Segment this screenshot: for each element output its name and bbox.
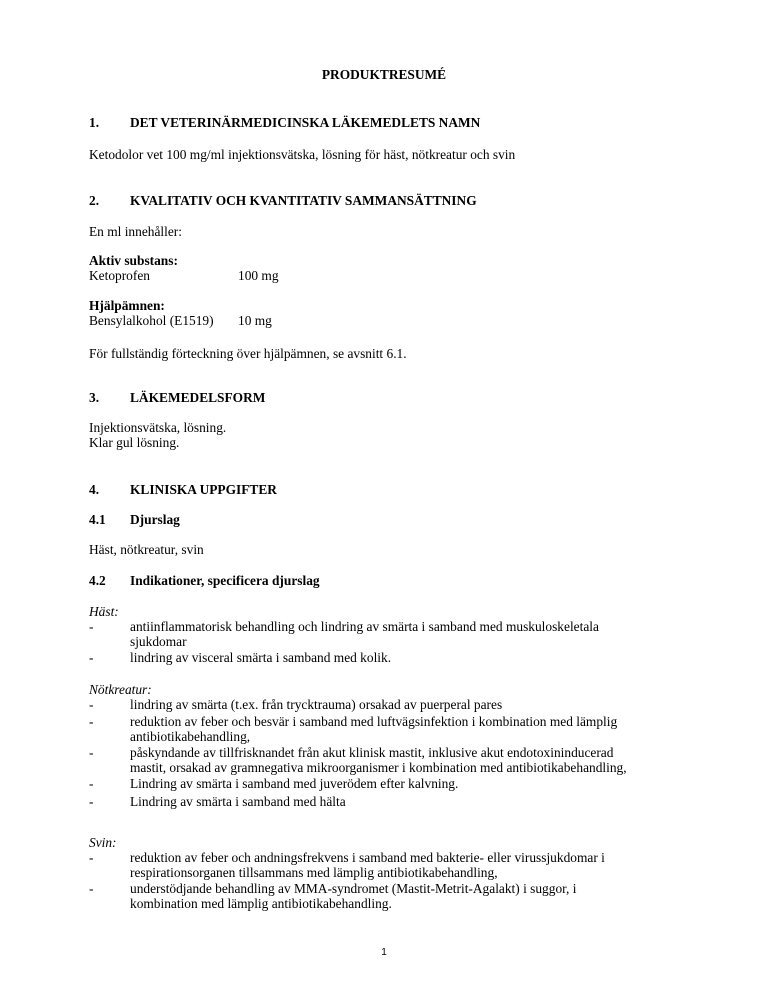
active-substance-name: Ketoprofen bbox=[89, 268, 150, 283]
list-dash: - bbox=[89, 794, 94, 809]
list-dash: - bbox=[89, 650, 94, 665]
target-species-text: Häst, nötkreatur, svin bbox=[89, 542, 204, 557]
list-item: påskyndande av tillfrisknandet från akut klinisk mastit, inklusive akut endotoxininducerad bbox=[130, 745, 614, 760]
section-4-1-number: 4.1 bbox=[89, 512, 106, 527]
list-item-continuation: respirationsorganen tillsammans med lämplig antibiotikabehandling, bbox=[130, 865, 498, 880]
list-dash: - bbox=[89, 881, 94, 896]
list-item: lindring av visceral smärta i samband med kolik. bbox=[130, 650, 392, 665]
list-dash: - bbox=[89, 714, 94, 729]
active-substance-label: Aktiv substans: bbox=[89, 253, 178, 268]
excipient-note: För fullständig förteckning över hjälpämnen, se avsnitt 6.1. bbox=[89, 346, 407, 361]
list-item: Lindring av smärta i samband med juverödem efter kalvning. bbox=[130, 776, 459, 791]
pharmaceutical-form-line-2: Klar gul lösning. bbox=[89, 435, 180, 450]
cattle-label: Nötkreatur: bbox=[89, 682, 152, 697]
list-item-continuation: mastit, orsakad av gramnegativa mikroorganismer i kombination med antibiotikabehandling, bbox=[130, 760, 627, 775]
list-item: lindring av smärta (t.ex. från trycktrauma) orsakad av puerperal pares bbox=[130, 697, 503, 712]
composition-intro: En ml innehåller: bbox=[89, 224, 182, 239]
horse-label: Häst: bbox=[89, 604, 119, 619]
list-item: understödjande behandling av MMA-syndromet (Mastit-Metrit-Agalakt) i suggor, i bbox=[130, 881, 577, 896]
section-4-number: 4. bbox=[89, 482, 100, 497]
section-4-2-number: 4.2 bbox=[89, 573, 106, 588]
list-item-continuation: antibiotikabehandling, bbox=[130, 729, 251, 744]
list-item-continuation: sjukdomar bbox=[130, 634, 187, 649]
list-dash: - bbox=[89, 776, 94, 791]
list-dash: - bbox=[89, 745, 94, 760]
excipient-name: Bensylalkohol (E1519) bbox=[89, 313, 214, 328]
document-title: PRODUKTRESUMÉ bbox=[321, 67, 447, 82]
list-item-continuation: kombination med lämplig antibiotikabehandling. bbox=[130, 896, 392, 911]
list-item: reduktion av feber och andningsfrekvens i samband med bakterie- eller virussjukdomar i bbox=[130, 850, 605, 865]
section-2-heading: KVALITATIV OCH KVANTITATIV SAMMANSÄTTNING bbox=[130, 193, 477, 208]
list-dash: - bbox=[89, 619, 94, 634]
section-1-heading: DET VETERINÄRMEDICINSKA LÄKEMEDLETS NAMN bbox=[130, 115, 481, 130]
excipient-label: Hjälpämnen: bbox=[89, 298, 165, 313]
product-name-text: Ketodolor vet 100 mg/ml injektionsvätska, lösning för häst, nötkreatur och svin bbox=[89, 147, 516, 162]
section-4-heading: KLINISKA UPPGIFTER bbox=[130, 482, 277, 497]
page-number: 1 bbox=[381, 947, 387, 958]
list-item: Lindring av smärta i samband med hälta bbox=[130, 794, 346, 809]
section-3-heading: LÄKEMEDELSFORM bbox=[130, 390, 266, 405]
list-dash: - bbox=[89, 697, 94, 712]
section-4-1-heading: Djurslag bbox=[130, 512, 180, 527]
pharmaceutical-form-line-1: Injektionsvätska, lösning. bbox=[89, 420, 227, 435]
list-dash: - bbox=[89, 850, 94, 865]
list-item: antiinflammatorisk behandling och lindring av smärta i samband med muskuloskeletala bbox=[130, 619, 599, 634]
pig-label: Svin: bbox=[89, 835, 117, 850]
section-4-2-heading: Indikationer, specificera djurslag bbox=[130, 573, 320, 588]
excipient-amount: 10 mg bbox=[238, 313, 272, 328]
active-substance-amount: 100 mg bbox=[238, 268, 279, 283]
list-item: reduktion av feber och besvär i samband med luftvägsinfektion i kombination med lämplig bbox=[130, 714, 618, 729]
section-3-number: 3. bbox=[89, 390, 100, 405]
section-2-number: 2. bbox=[89, 193, 100, 208]
section-1-number: 1. bbox=[89, 115, 100, 130]
